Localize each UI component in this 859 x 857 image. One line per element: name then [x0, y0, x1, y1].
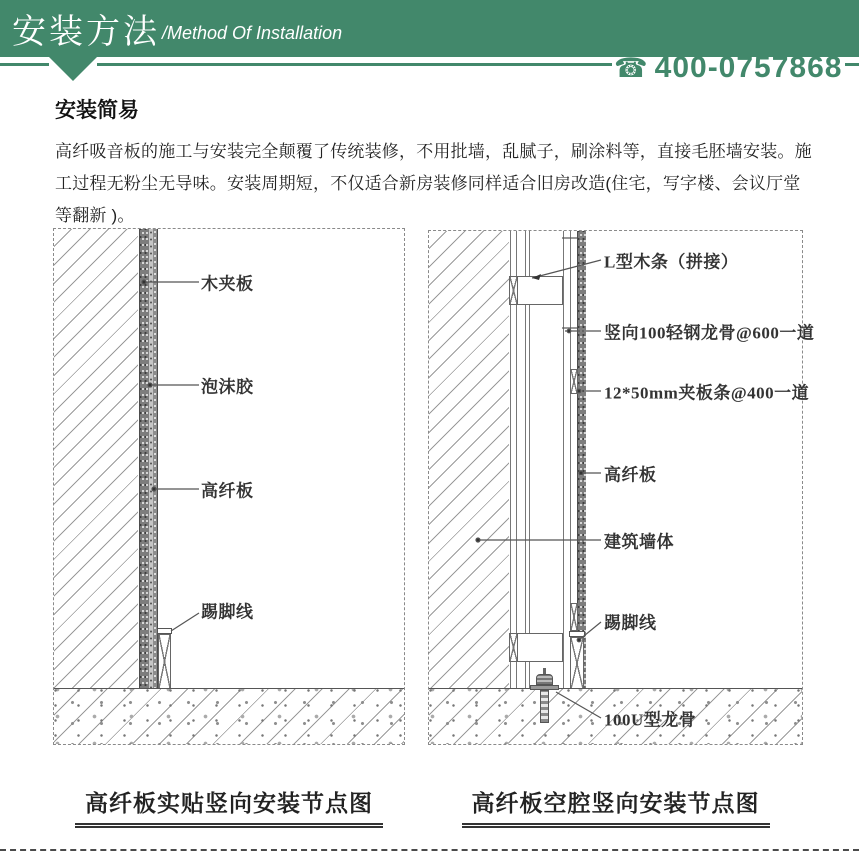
anchor-shaft: [540, 690, 549, 723]
skirting-block: [158, 634, 171, 689]
label-steel-keel: 竖向100轻钢龙骨@600一道: [604, 323, 815, 343]
label-skirting: 踢脚线: [604, 613, 657, 633]
label-skirting: 踢脚线: [201, 602, 254, 622]
fiberboard-layer: [153, 229, 158, 690]
hotline: [614, 52, 842, 84]
phone-number: 400-0757868: [654, 51, 843, 84]
plywood-layer: [139, 229, 149, 690]
page-subtitle: /Method Of Installation: [162, 23, 343, 43]
header-rule-left: [0, 63, 49, 66]
label-batten: 12*50mm夹板条@400一道: [604, 383, 810, 403]
fiberboard-layer: [577, 231, 586, 690]
l-wood-xcell-top: [509, 276, 518, 305]
label-fiberboard: 高纤板: [201, 481, 254, 501]
diagram-cavity: [428, 230, 815, 745]
label-foam-glue: 泡沫胶: [201, 377, 254, 397]
caption-left: [53, 785, 405, 828]
l-wood-xcell-bottom: [509, 633, 518, 662]
header-rule-right: [845, 63, 859, 66]
page-title: 安装方法: [12, 13, 160, 51]
intro-paragraph: 高纤吸音板的施工与安装完全颠覆了传统装修，不用批墙，乱腻子，刷涂料等，直接毛胚墙安装。施工过程无粉尘无导味。安装周期短，不仅适合新房装修同样适合旧房改造(住宅，写字楼、会议厅堂等翻新 )。: [55, 142, 812, 225]
caption-right: [428, 785, 803, 828]
label-plywood: 木夹板: [201, 274, 254, 294]
section-heading: 安装简易: [55, 99, 139, 122]
caption-right-text: 高纤板空腔竖向安装节点图: [462, 785, 770, 828]
wall-hatch: [429, 231, 509, 690]
header-bar: [0, 0, 859, 57]
label-wall: 建筑墙体: [604, 532, 674, 552]
caption-left-text: 高纤板实贴竖向安装节点图: [75, 785, 383, 828]
batten-block: [570, 603, 578, 631]
floor-hatch: [54, 688, 404, 744]
label-fiberboard: 高纤板: [604, 465, 657, 485]
header-rule-middle: [97, 63, 612, 66]
label-l-wood: L型木条（拼接）: [604, 252, 739, 272]
skirting-block: [570, 637, 584, 690]
keel-line: [563, 231, 564, 690]
anchor-head: [536, 674, 553, 685]
diagram-solid-paste: [53, 228, 405, 745]
label-u-keel: 100U型龙骨: [604, 710, 697, 730]
phone-icon: ☎: [614, 52, 648, 83]
header-pointer-triangle: [49, 57, 97, 81]
wall-hatch: [54, 229, 138, 690]
bottom-separator: [0, 849, 859, 851]
batten-block: [570, 369, 578, 394]
